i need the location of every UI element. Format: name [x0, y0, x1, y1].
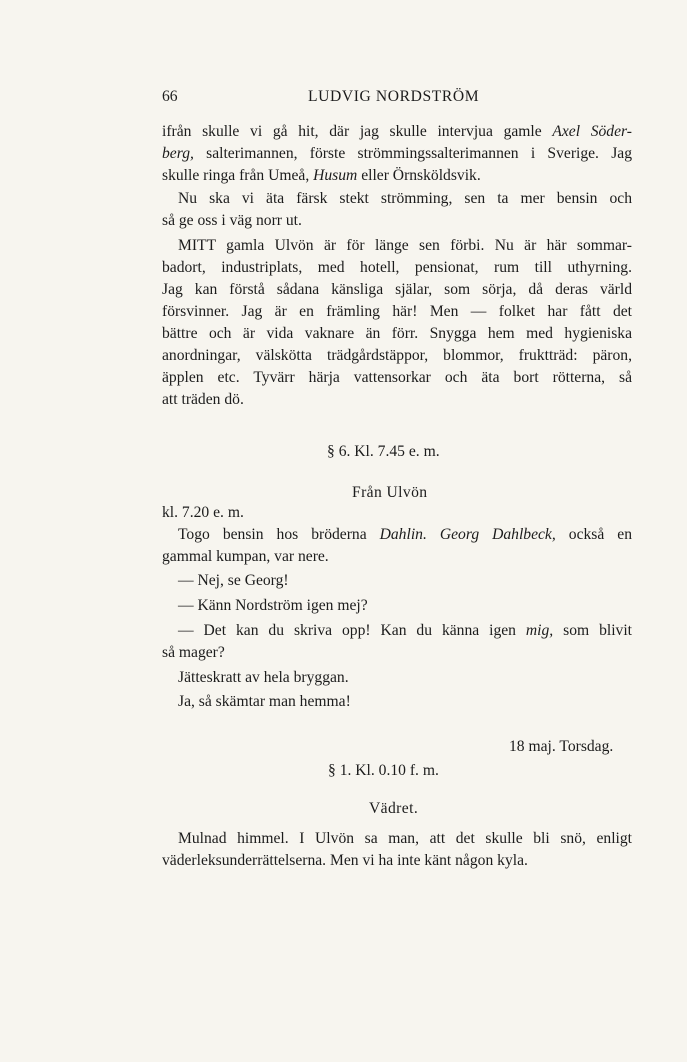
- dialogue-line: — Nej, se Georg!: [178, 572, 289, 589]
- text-line: Togo bensin hos bröderna Dahlin. Georg Dahlbeck, också en: [178, 526, 632, 543]
- text-line: MITT gamla Ulvön är för länge sen förbi. Nu är här sommar-: [178, 237, 632, 254]
- text-line: skulle ringa från Umeå, Husum eller Örnsköldsvik.: [162, 167, 481, 184]
- text-line: berg, salterimannen, förste strömmingssalterimannen i Sverige. Jag: [162, 145, 632, 162]
- text-line: bättre och är vida vaknare än förr. Snygga hem med hygieniska: [162, 325, 632, 342]
- text-line: Nu ska vi äta färsk stekt strömming, sen ta mer bensin och: [178, 190, 632, 207]
- text-line: äpplen etc. Tyvärr härja vattensorkar och äta bort rötterna, så: [162, 369, 632, 386]
- text-line: Ja, så skämtar man hemma!: [178, 693, 351, 710]
- text-line: väderleksunderrättelserna. Men vi ha inte känt någon kyla.: [162, 852, 528, 869]
- running-title: LUDVIG NORDSTRÖM: [308, 88, 480, 105]
- section-marker: § 1. Kl. 0.10 f. m.: [328, 762, 439, 779]
- text-line: Jag kan förstå sådana känsliga själar, som sörja, då deras värld: [162, 281, 632, 298]
- page-number: 66: [162, 88, 178, 105]
- text-line: att träden dö.: [162, 391, 244, 408]
- section-heading: Vädret.: [369, 800, 419, 817]
- text-line: Jätteskratt av hela bryggan.: [178, 669, 349, 686]
- dialogue-line: — Det kan du skriva opp! Kan du känna igen mig, som blivit: [178, 622, 632, 639]
- section-marker: § 6. Kl. 7.45 e. m.: [327, 443, 440, 460]
- date-line: 18 maj. Torsdag.: [509, 738, 614, 755]
- section-heading: Från Ulvön: [352, 484, 428, 501]
- dialogue-line: — Känn Nordström igen mej?: [178, 597, 368, 614]
- text-line: försvinner. Jag är en främling här! Men — folket har fått det: [162, 303, 632, 320]
- text-line: ifrån skulle vi gå hit, där jag skulle intervjua gamle Axel Söder-: [162, 123, 632, 140]
- text-line: badort, industriplats, med hotell, pensionat, rum till uthyrning.: [162, 259, 632, 276]
- text-line: gammal kumpan, var nere.: [162, 548, 329, 565]
- text-line: så ge oss i väg norr ut.: [162, 212, 302, 229]
- text-line: anordningar, välskötta trädgårdstäppor, blommor, fruktträd: päron,: [162, 347, 632, 364]
- time-note: kl. 7.20 e. m.: [162, 504, 244, 521]
- text-line: Mulnad himmel. I Ulvön sa man, att det skulle bli snö, enligt: [178, 830, 632, 847]
- dialogue-line: så mager?: [162, 644, 225, 661]
